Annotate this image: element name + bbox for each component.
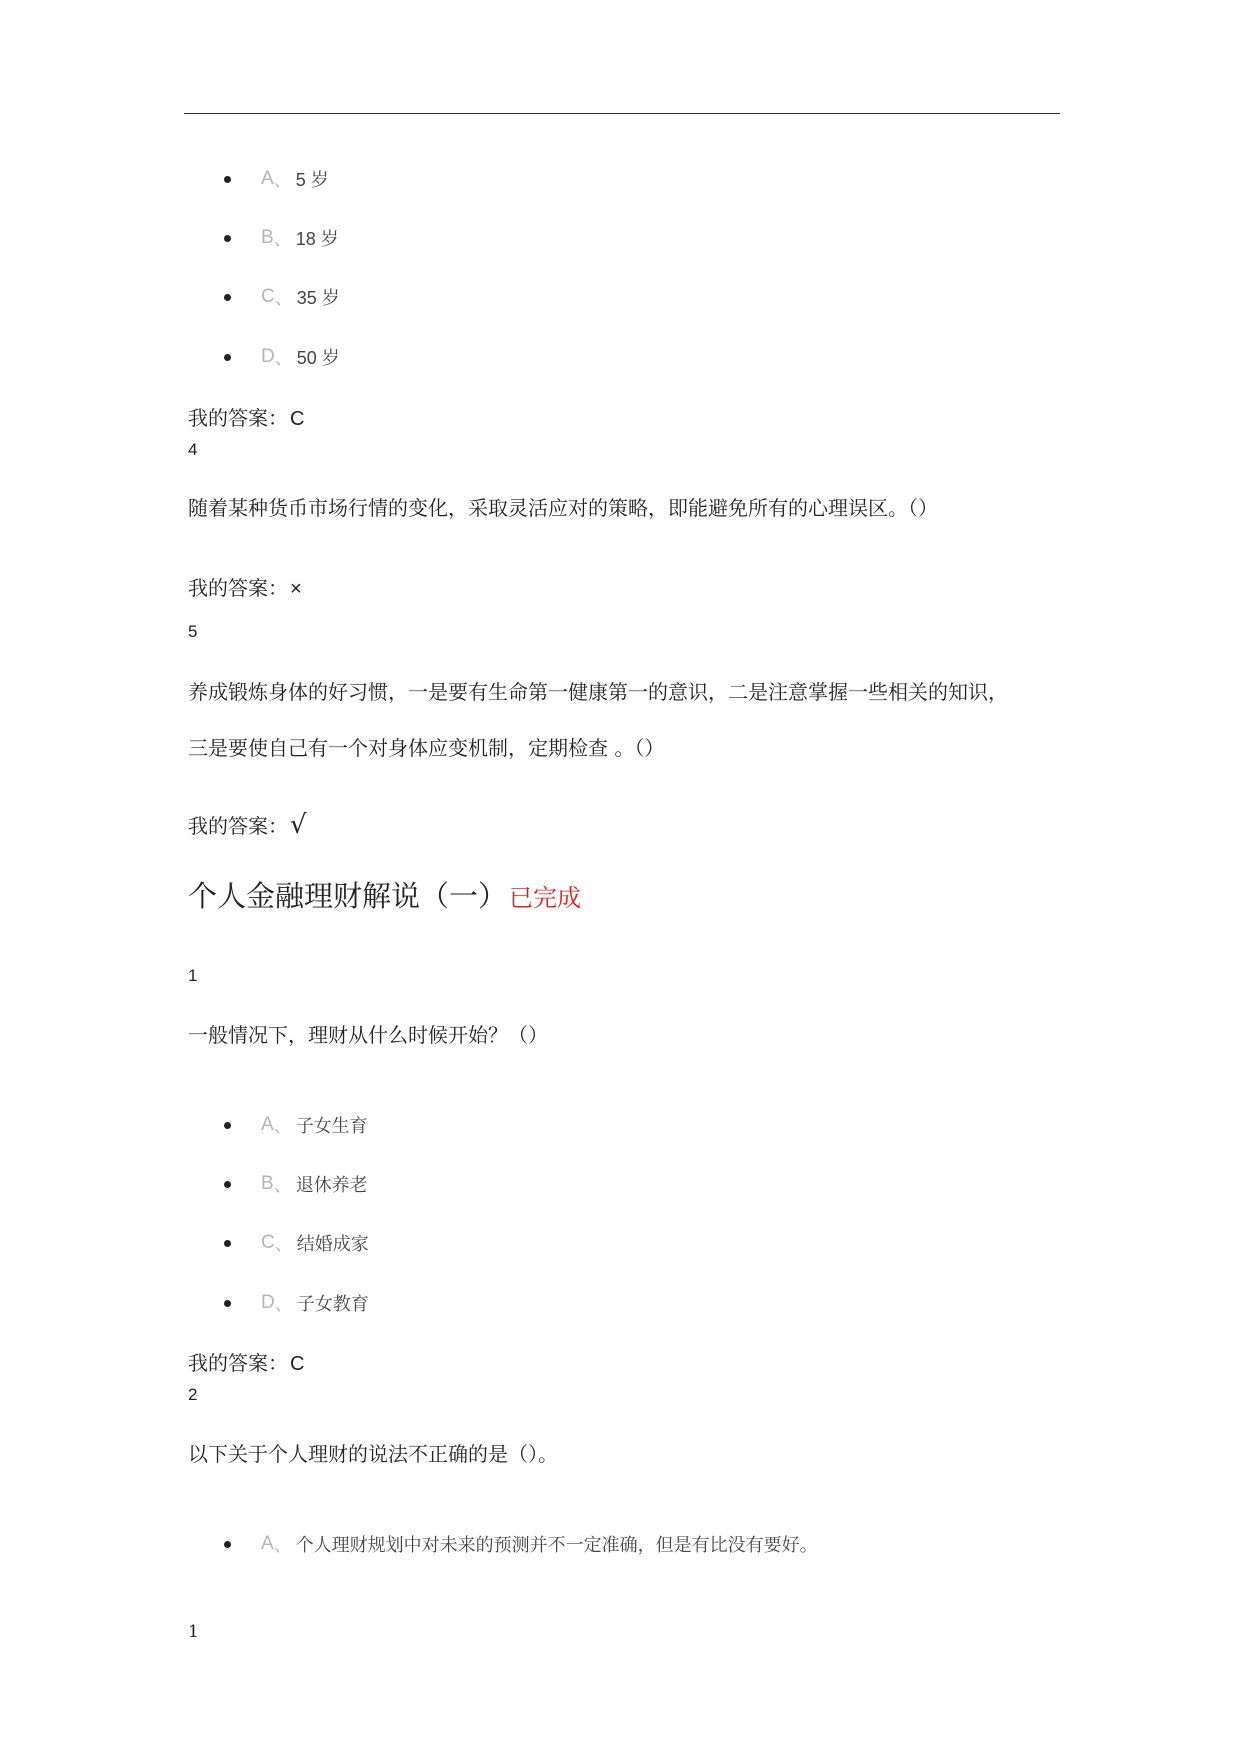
option-letter: D	[261, 346, 275, 367]
option-text: 35 岁	[296, 288, 340, 308]
option-separator: 、	[273, 170, 292, 191]
question-text: 以下关于个人理财的说法不正确的是（）。	[188, 1442, 558, 1466]
option-letter: C	[261, 286, 275, 307]
option-letter: B	[261, 227, 274, 248]
option-letter: A	[261, 1533, 274, 1554]
question-text-line2: 三是要使自己有一个对身体应变机制，定期检查 。（）	[188, 736, 665, 760]
option-text: 结婚成家	[296, 1234, 369, 1255]
option-separator: 、	[274, 288, 293, 309]
option-item[interactable]	[224, 1169, 368, 1199]
option-separator: 、	[273, 1116, 292, 1137]
section-title-text: 个人金融理财解说（一）	[188, 879, 508, 913]
option-text: 退休养老	[295, 1175, 368, 1196]
bullet-icon	[224, 1541, 231, 1548]
question-number: 2	[188, 1385, 198, 1404]
bullet-icon	[224, 1300, 231, 1307]
section-status: 已完成	[509, 884, 582, 912]
answer-value: ×	[290, 578, 302, 600]
option-text: 50 岁	[296, 348, 340, 368]
option-letter: A	[261, 1114, 274, 1135]
option-item[interactable]	[224, 282, 340, 312]
option-text: 5 岁	[295, 170, 329, 190]
my-answer	[188, 572, 302, 601]
question-number: 5	[188, 622, 198, 641]
option-item[interactable]	[224, 1529, 818, 1559]
option-text: 个人理财规划中对未来的预测并不一定准确，但是有比没有要好。	[295, 1535, 818, 1556]
option-text: 子女生育	[295, 1116, 368, 1137]
option-item[interactable]	[224, 164, 329, 194]
option-separator: 、	[274, 1294, 293, 1315]
option-separator: 、	[274, 1234, 293, 1255]
answer-value: C	[290, 1353, 305, 1375]
option-item[interactable]	[224, 1288, 369, 1318]
page-number: 1	[188, 1622, 199, 1642]
bullet-icon	[224, 176, 231, 183]
answer-label: 我的答案：	[188, 1351, 288, 1375]
my-answer	[188, 810, 307, 840]
option-item[interactable]	[224, 342, 340, 372]
option-letter: D	[261, 1292, 275, 1313]
option-separator: 、	[273, 229, 292, 250]
question-text: 一般情况下，理财从什么时候开始？（）	[188, 1023, 548, 1047]
bullet-icon	[224, 294, 231, 301]
question-number: 1	[188, 966, 198, 985]
answer-label: 我的答案：	[188, 576, 288, 600]
option-letter: A	[261, 168, 274, 189]
option-separator: 、	[273, 1175, 292, 1196]
option-text: 子女教育	[296, 1294, 369, 1315]
question-text: 随着某种货币市场行情的变化，采取灵活应对的策略，即能避免所有的心理误区。（）	[188, 496, 938, 520]
option-text: 18 岁	[295, 229, 339, 249]
section-title	[188, 874, 581, 915]
bullet-icon	[224, 1181, 231, 1188]
option-separator: 、	[274, 348, 293, 369]
my-answer	[188, 402, 304, 431]
option-item[interactable]	[224, 1110, 368, 1140]
answer-label: 我的答案：	[188, 814, 288, 838]
option-letter: B	[261, 1173, 274, 1194]
option-letter: C	[261, 1232, 275, 1253]
option-separator: 、	[273, 1535, 292, 1556]
bullet-icon	[224, 1122, 231, 1129]
bullet-icon	[224, 235, 231, 242]
bullet-icon	[224, 354, 231, 361]
my-answer	[188, 1347, 304, 1376]
answer-value: C	[290, 408, 305, 430]
option-item[interactable]	[224, 1228, 369, 1258]
answer-label: 我的答案：	[188, 406, 288, 430]
option-item[interactable]	[224, 223, 339, 253]
question-text: 养成锻炼身体的好习惯，一是要有生命第一健康第一的意识，二是注意掌握一些相关的知识，	[188, 680, 1008, 704]
answer-value: √	[290, 810, 307, 840]
bullet-icon	[224, 1240, 231, 1247]
header-rule	[184, 113, 1060, 114]
question-number: 4	[188, 440, 198, 459]
